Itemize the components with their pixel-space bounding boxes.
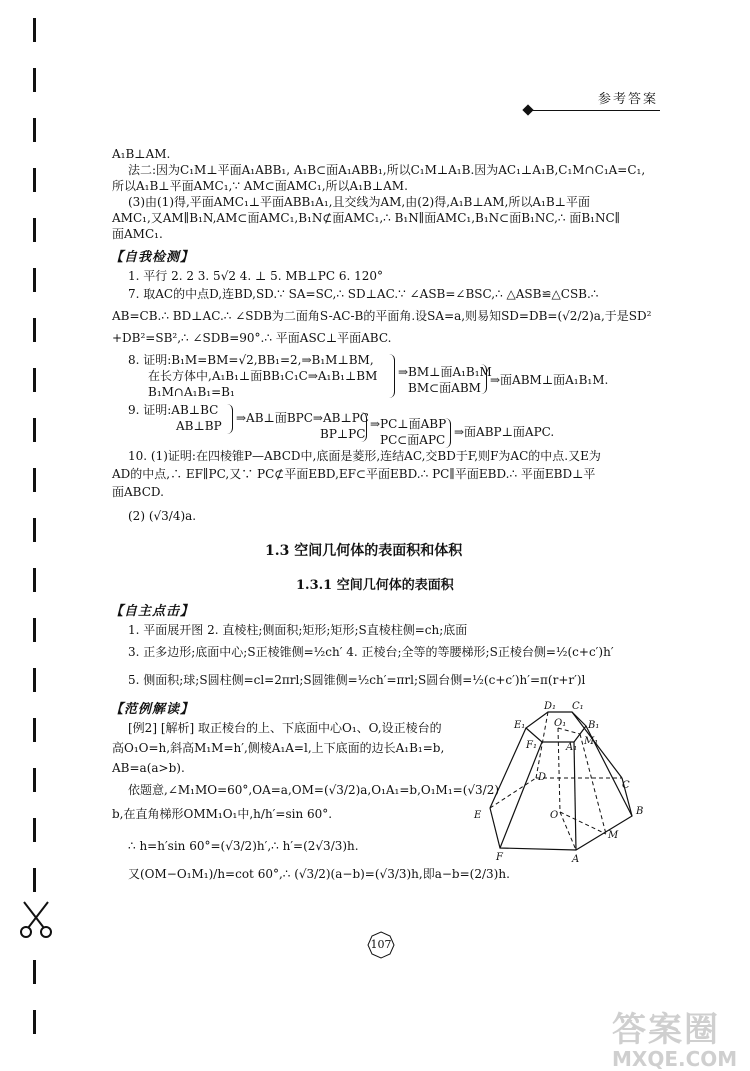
text-line: [例2] [解析] 取正棱台的上、下底面中心O₁、O,设正棱台的 — [128, 721, 442, 735]
text-line: ∴ h=h′sin 60°=(√3/2)h′,∴ h′=(2√3/3)h. — [128, 839, 359, 853]
proof-line: ⇒AB⊥面BPC⇒AB⊥PC — [236, 411, 369, 425]
page-number — [366, 930, 396, 960]
fig-label: O — [550, 810, 559, 821]
fig-label: E — [474, 810, 482, 821]
text-line: 所以A₁B⊥平面AMC₁,∵ AM⊂面AMC₁,所以A₁B⊥AM. — [112, 179, 408, 193]
fig-label: B₁ — [588, 720, 600, 731]
fig-label: C₁ — [572, 701, 584, 712]
proof-line: B₁M∩A₁B₁=B₁ — [148, 385, 235, 399]
fig-label: E₁ — [514, 720, 526, 731]
fig-label: O₁ — [554, 718, 567, 729]
text-line: 5. 侧面积;球;S圆柱侧=cl=2πrl;S圆锥侧=½ch′=πrl;S圆台侧=½(c+c′)h′=π(r+r′)l — [128, 673, 586, 687]
text-line: AB=CB.∴ BD⊥AC.∴ ∠SDB为二面角S-AC-B的平面角.设SA=a,则易知SD=DB=(√2/2)a,于是SD² — [112, 309, 652, 323]
text-line: 面ABCD. — [112, 485, 164, 499]
fig-label: D — [538, 772, 547, 783]
fig-label: M — [608, 830, 619, 841]
text-line: 10. (1)证明:在四棱锥P—ABCD中,底面是菱形,连结AC,交BD于F,则F为AC的中点.又E为 — [128, 449, 601, 463]
section-title: 1.3 空间几何体的表面积和体积 — [265, 543, 463, 559]
proof-line: 8. 证明:B₁M=BM=√2,BB₁=2,⇒B₁M⊥BM, — [128, 353, 374, 367]
watermark — [612, 1002, 737, 1071]
text-line: 1. 平行 2. 2 3. 5√2 4. ⊥ 5. MB⊥PC 6. 120° — [128, 269, 384, 283]
text-line: 1. 平面展开图 2. 直棱柱;侧面积;矩形;矩形;S直棱柱侧=ch;底面 — [128, 623, 468, 637]
text-line: +DB²=SB²,∴ ∠SDB=90°.∴ 平面ASC⊥平面ABC. — [112, 331, 392, 345]
text-line: 法二:因为C₁M⊥平面A₁ABB₁, A₁B⊂面A₁ABB₁,所以C₁M⊥A₁B.因为AC₁⊥A₁B,C₁M∩C₁A=C₁, — [128, 163, 646, 177]
scissors-icon — [18, 900, 54, 940]
text-line: AD的中点,∴ EF∥PC,又∵ PC⊄平面EBD,EF⊂平面EBD.∴ PC∥平面EBD.∴ 平面EBD⊥平 — [112, 467, 596, 481]
header-title: 参考答案 — [597, 92, 658, 107]
brace — [480, 364, 487, 394]
text-line: 3. 正多边形;底面中心;S正棱锥侧=½ch′ 4. 正棱台;全等的等腰梯形;S正棱台侧=½(c+c′)h′ — [128, 645, 614, 659]
subsection-title: 1.3.1 空间几何体的表面积 — [296, 578, 454, 593]
section-tag-examples: 【范例解读】 — [110, 702, 195, 717]
text-line: AB=a(a>b). — [112, 761, 185, 775]
fig-label: F — [496, 852, 503, 863]
text-line: 面AMC₁. — [112, 227, 163, 241]
proof-line: ⇒面ABP⊥面APC. — [454, 425, 555, 439]
section-tag-self-check: 【自我检测】 — [110, 250, 195, 265]
fig-label: D₁ — [544, 701, 557, 712]
text-line: 高O₁O=h,斜高M₁M=h′,侧棱A₁A=l,上下底面的边长A₁B₁=b, — [112, 741, 445, 755]
text-line: (3)由(1)得,平面AMC₁⊥平面ABB₁A₁,且交线为AM,由(2)得,A₁B⊥AM,所以A₁B⊥平面 — [128, 195, 590, 209]
brace — [444, 418, 451, 448]
proof-line: ⇒BM⊥面A₁B₁M — [398, 365, 492, 379]
fig-label: A₁ — [566, 742, 578, 753]
proof-line: ⇒面ABM⊥面A₁B₁M. — [490, 373, 609, 387]
fig-label: B — [636, 806, 644, 817]
watermark-text: 答案圈 — [612, 1010, 720, 1050]
brace — [360, 412, 367, 442]
proof-line: BM⊂面ABM — [408, 381, 481, 395]
proof-line: ⇒PC⊥面ABP — [370, 417, 447, 431]
header-rule — [528, 110, 660, 111]
proof-line: 9. 证明:AB⊥BC — [128, 403, 219, 417]
text-line: (2) (√3/4)a. — [128, 509, 197, 523]
text-line: 7. 取AC的中点D,连BD,SD.∵ SA=SC,∴ SD⊥AC.∵ ∠ASB=∠BSC,∴ △ASB≌△CSB.∴ — [128, 287, 599, 301]
fig-label: C — [622, 780, 630, 791]
text-line: AMC₁,又AM∥B₁N,AM⊂面AMC₁,B₁N⊄面AMC₁,∴ B₁N∥面AMC₁,B₁N⊂面B₁NC,∴ 面B₁NC∥ — [112, 211, 621, 225]
text-line: b,在直角梯形OMM₁O₁中,h/h′=sin 60°. — [112, 807, 333, 821]
section-tag-self-study: 【自主点击】 — [110, 604, 195, 619]
brace — [226, 404, 233, 434]
fig-label: M₁ — [584, 736, 599, 747]
brace — [388, 354, 395, 398]
fig-label: F₁ — [526, 740, 537, 751]
page-number-text: 107 — [370, 938, 392, 951]
text-line: A₁B⊥AM. — [112, 147, 171, 161]
frustum-figure — [470, 700, 660, 868]
text-line: 依题意,∠M₁MO=60°,OA=a,OM=(√3/2)a,O₁A₁=b,O₁M₁=(√3/2) — [128, 783, 500, 797]
proof-line: BP⊥PC — [320, 427, 366, 441]
proof-line: 在长方体中,A₁B₁⊥面BB₁C₁C⇒A₁B₁⊥BM — [148, 369, 378, 383]
text-line: 又(OM−O₁M₁)/h=cot 60°,∴ (√3/2)(a−b)=(√3/3)h,即a−b=(2/3)h. — [128, 867, 510, 881]
proof-line: AB⊥BP — [176, 419, 222, 433]
fig-label: A — [572, 854, 580, 865]
watermark-url: MXQE.COM — [612, 1047, 738, 1071]
proof-line: PC⊂面APC — [380, 433, 446, 447]
